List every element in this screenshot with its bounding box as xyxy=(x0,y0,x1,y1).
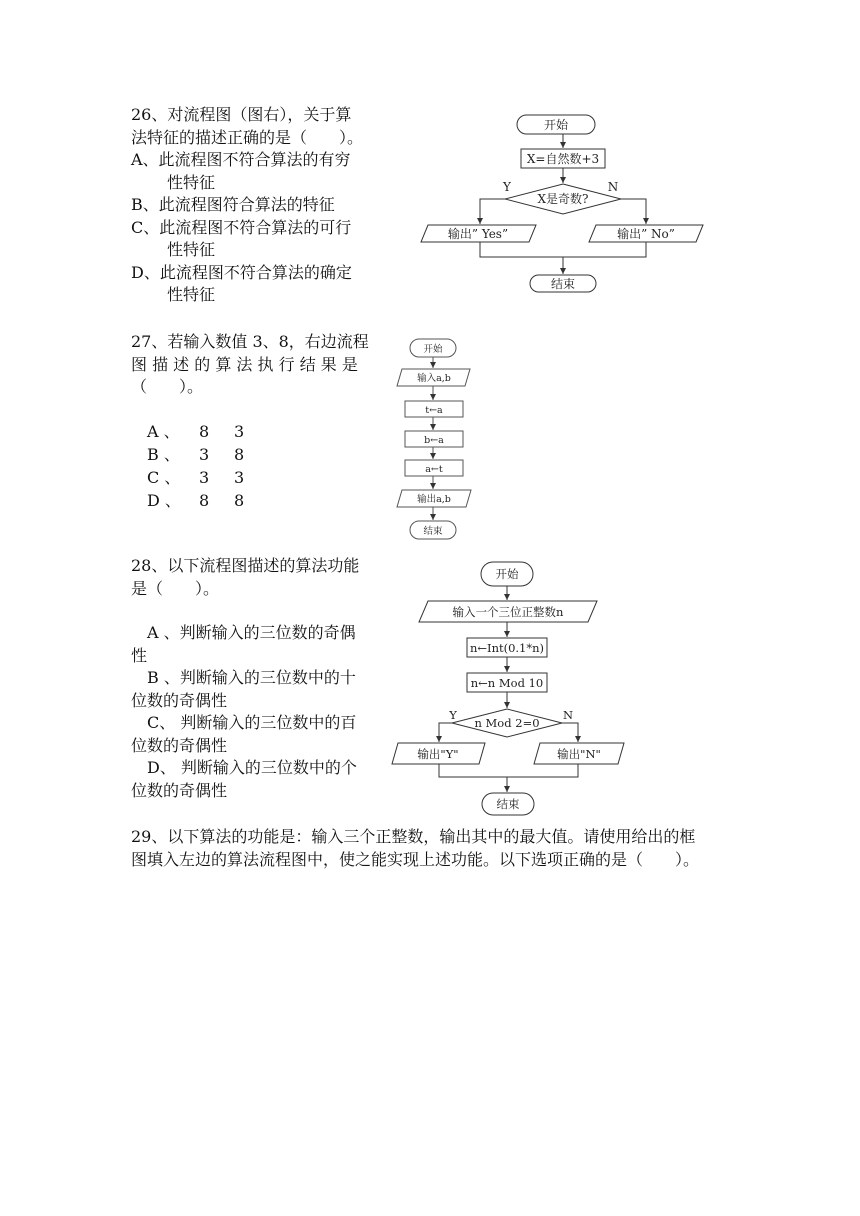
q28-option-a-cont: 性 xyxy=(131,645,148,665)
fc27-step1-label: t←a xyxy=(425,405,443,416)
fc28-step1-label: n←Int(0.1*n) xyxy=(469,641,545,655)
q27-stem-line3: （ ）。 xyxy=(131,377,204,396)
q27-option-c: C 、 3 3 xyxy=(147,468,245,487)
fc26-assign-label: X=自然数+3 xyxy=(526,152,600,166)
fc26-out-no-label: 输出” No” xyxy=(617,227,675,241)
fc27-input-label: 输入a,b xyxy=(417,373,451,384)
fc27-start-label: 开始 xyxy=(423,344,443,355)
q28-option-a: A 、判断输入的三位数的奇偶 xyxy=(147,623,356,642)
q26-option-c-cont: 性特征 xyxy=(167,240,216,259)
q28-option-b-cont: 位数的奇偶性 xyxy=(131,690,228,710)
fc27-step3-label: a←t xyxy=(425,464,443,475)
fc26-yes-label: Y xyxy=(503,180,511,194)
q28-option-d-cont: 位数的奇偶性 xyxy=(131,780,228,800)
q27-option-d: D 、 8 8 xyxy=(147,491,245,510)
fc27-end-label: 结束 xyxy=(423,526,443,537)
q29-line1: 29、以下算法的功能是：输入三个正整数，输出其中的最大值。请使用给出的框 xyxy=(131,827,696,846)
fc28-decision-label: n Mod 2=0 xyxy=(474,716,540,730)
fc26-start-label: 开始 xyxy=(543,118,569,132)
fc27-output-label: 输出a,b xyxy=(417,494,451,505)
q27-option-b: B 、 3 8 xyxy=(147,445,245,464)
q28-option-c-cont: 位数的奇偶性 xyxy=(131,735,228,755)
q28-option-c: C、 判断输入的三位数中的百 xyxy=(147,713,357,732)
q28-option-b: B 、判断输入的三位数中的十 xyxy=(147,668,356,687)
q29-line2: 图填入左边的算法流程图中，使之能实现上述功能。以下选项正确的是（ ）。 xyxy=(131,849,700,869)
fc28-end-label: 结束 xyxy=(496,797,520,811)
q26-option-c: C、此流程图不符合算法的可行 xyxy=(131,217,352,237)
q26-stem-line1: 26、对流程图（图右），关于算 xyxy=(131,105,352,124)
q26-option-b: B、此流程图符合算法的特征 xyxy=(131,195,335,214)
fc28-step2-label: n←n Mod 10 xyxy=(470,676,544,690)
fc27-step2-label: b←a xyxy=(424,435,444,446)
q27-stem-line1: 27、若输入数值 3、8，右边流程 xyxy=(131,332,369,351)
q27-option-a: A 、 8 3 xyxy=(147,422,245,441)
fc28-no-label: N xyxy=(562,708,574,722)
q28-stem-line1: 28、以下流程图描述的算法功能 xyxy=(131,556,360,575)
fc26-out-yes-label: 输出” Yes” xyxy=(447,227,509,241)
fc28-out-no-label: 输出"N" xyxy=(557,747,601,761)
q26-option-a: A、此流程图不符合算法的有穷 xyxy=(131,150,351,169)
q28-stem-line2: 是（ ）。 xyxy=(131,578,220,598)
q26-option-d: D、此流程图不符合算法的确定 xyxy=(131,262,352,282)
q27-stem-line2: 图 描 述 的 算 法 执 行 结 果 是 xyxy=(131,354,358,374)
q26-option-a-cont: 性特征 xyxy=(167,172,216,192)
fc28-yes-label: Y xyxy=(449,708,457,722)
q26-option-d-cont: 性特征 xyxy=(167,285,216,304)
q26-stem-line2: 法特征的描述正确的是（ ）。 xyxy=(131,127,364,147)
fc26-end-label: 结束 xyxy=(550,277,576,291)
q28-option-d: D、 判断输入的三位数中的个 xyxy=(147,758,357,777)
fc26-decision-label: X是奇数? xyxy=(537,192,589,206)
fc28-start-label: 开始 xyxy=(495,567,519,581)
fc28-input-label: 输入一个三位正整数n xyxy=(452,605,564,619)
fc26-no-label: N xyxy=(607,180,619,194)
fc28-out-yes-label: 输出"Y" xyxy=(417,747,459,761)
